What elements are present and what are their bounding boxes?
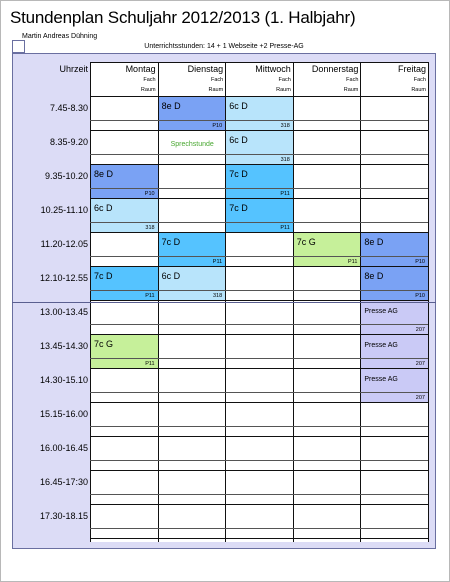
day-header: Freitag [397, 64, 426, 74]
grid-subrow-line [90, 120, 428, 121]
lesson-cell[interactable] [226, 97, 293, 130]
subject-sublabel: Fach [413, 77, 426, 83]
grid-subrow-line [90, 528, 428, 529]
time-slot-label: 16.00-16.45 [39, 443, 88, 453]
lesson-cell[interactable] [361, 233, 428, 266]
lesson-subject: 6c D [94, 203, 113, 213]
grid-row-line [90, 96, 428, 97]
lesson-room: P10 [212, 123, 223, 129]
time-slot-label: 14.30-15.10 [39, 375, 88, 385]
lesson-room: 207 [415, 327, 425, 333]
room-sublabel: Raum [411, 87, 426, 93]
lesson-subject: Presse AG [364, 308, 398, 315]
subject-sublabel: Fach [210, 77, 224, 83]
grid-row-line [90, 198, 428, 199]
lesson-room: P10 [415, 293, 425, 299]
grid-subrow-line [90, 188, 428, 189]
lesson-room: 207 [415, 361, 425, 367]
lesson-subject: 7c D [229, 203, 248, 213]
page-title: Stundenplan Schuljahr 2012/2013 (1. Halbjahr) [10, 8, 356, 27]
lesson-room: 318 [280, 123, 290, 129]
grid-row-line [90, 164, 428, 165]
time-slot-label: 11.20-12.05 [40, 239, 88, 249]
day-header: Mittwoch [255, 64, 291, 74]
grid-row-line [90, 470, 428, 471]
lesson-cell[interactable] [361, 369, 428, 402]
lesson-cell[interactable] [91, 199, 158, 232]
lesson-room: 318 [280, 157, 290, 163]
lesson-subject: Presse AG [364, 342, 398, 349]
lesson-subject: 7c D [229, 169, 248, 179]
day-header: Donnerstag [311, 64, 359, 74]
lesson-subject: 8e D [161, 101, 181, 111]
lesson-subject: 7c G [296, 237, 316, 247]
grid-row-line [90, 130, 428, 131]
lesson-subject: 8e D [94, 169, 114, 179]
lesson-cell[interactable] [91, 335, 158, 368]
grid-row-line [90, 300, 428, 301]
time-column-header: Uhrzeit [59, 64, 88, 74]
lesson-room: 207 [415, 395, 425, 401]
grid-row-line [90, 266, 428, 267]
lesson-subject: 8e D [364, 271, 384, 281]
lesson-cell[interactable] [361, 267, 428, 300]
time-slot-label: 15.15-16.00 [39, 409, 88, 419]
lesson-cell[interactable] [226, 165, 293, 198]
grid-subrow-line [90, 392, 428, 393]
grid-row-line [90, 436, 428, 437]
grid-subrow-line [90, 426, 428, 427]
subject-sublabel: Fach [346, 77, 359, 83]
grid-subrow-line [90, 494, 428, 495]
grid-subrow-line [90, 324, 428, 325]
grid-row-line [90, 334, 428, 335]
room-sublabel: Raum [343, 87, 359, 93]
lesson-subject: Sprechstunde [170, 141, 214, 148]
grid-row-line [90, 402, 428, 403]
time-slot-label: 13.00-13.45 [39, 307, 88, 317]
time-slot-label: 16.45-17:30 [39, 477, 88, 487]
lesson-room: P11 [280, 191, 290, 197]
time-slot-label: 7.45-8.30 [49, 103, 88, 113]
lesson-room: P10 [144, 191, 155, 197]
lesson-cell[interactable] [159, 97, 226, 130]
time-slot-label: 12.10-12.55 [39, 273, 88, 283]
lesson-cell[interactable] [91, 165, 158, 198]
afternoon-separator [12, 302, 436, 303]
time-slot-label: 9.35-10.20 [44, 171, 88, 181]
time-slot-label: 8.35-9.20 [49, 137, 88, 147]
lesson-cell[interactable] [159, 267, 226, 300]
subject-sublabel: Fach [143, 77, 156, 83]
lesson-cell[interactable] [91, 267, 158, 300]
grid-subrow-line [90, 358, 428, 359]
teacher-name: Martin Andreas Dühning [22, 33, 98, 40]
day-header: Montag [125, 64, 156, 74]
lesson-room: P11 [145, 293, 155, 299]
lesson-hours-summary: Unterrichtsstunden: 14 + 1 Webseite +2 Presse-AG [144, 43, 304, 50]
lesson-subject: 6c D [229, 135, 248, 145]
lesson-cell[interactable] [294, 233, 361, 266]
lesson-cell[interactable] [159, 233, 226, 266]
grid-row-line [90, 504, 428, 505]
lesson-cell[interactable] [361, 301, 428, 334]
lesson-cell[interactable] [361, 335, 428, 368]
office-hour-entry[interactable] [159, 131, 226, 164]
lesson-subject: 8e D [364, 237, 384, 247]
grid-subrow-line [90, 290, 428, 291]
lesson-cell[interactable] [226, 199, 293, 232]
lesson-subject: 7c D [161, 237, 181, 247]
lesson-room: P10 [415, 259, 425, 265]
grid-subrow-line [90, 460, 428, 461]
grid-subrow-line [90, 222, 428, 223]
room-sublabel: Raum [276, 87, 291, 93]
lesson-room: P11 [280, 225, 290, 231]
lesson-room: P11 [348, 259, 358, 265]
lesson-room: P11 [145, 361, 155, 367]
lesson-cell[interactable] [226, 131, 293, 164]
lesson-subject: 6c D [161, 271, 181, 281]
time-slot-label: 13.45-14.30 [39, 341, 88, 351]
grid-subrow-line [90, 154, 428, 155]
lesson-subject: 6c D [229, 101, 248, 111]
checkbox-icon [12, 40, 25, 53]
room-sublabel: Raum [140, 87, 156, 93]
grid-row-line [90, 232, 428, 233]
day-header: Dienstag [187, 64, 224, 74]
grid-row-line [90, 368, 428, 369]
lesson-subject: 7c G [94, 339, 114, 349]
time-slot-label: 10.25-11.10 [40, 205, 88, 215]
grid-subrow-line [90, 256, 428, 257]
lesson-room: P11 [212, 259, 223, 265]
lesson-subject: 7c D [94, 271, 113, 281]
lesson-subject: Presse AG [364, 376, 398, 383]
time-slot-label: 17.30-18.15 [39, 511, 88, 521]
lesson-room: 318 [145, 225, 155, 231]
grid-row-line [90, 538, 428, 539]
lesson-room: 318 [213, 293, 223, 299]
room-sublabel: Raum [208, 87, 224, 93]
subject-sublabel: Fach [278, 77, 291, 83]
